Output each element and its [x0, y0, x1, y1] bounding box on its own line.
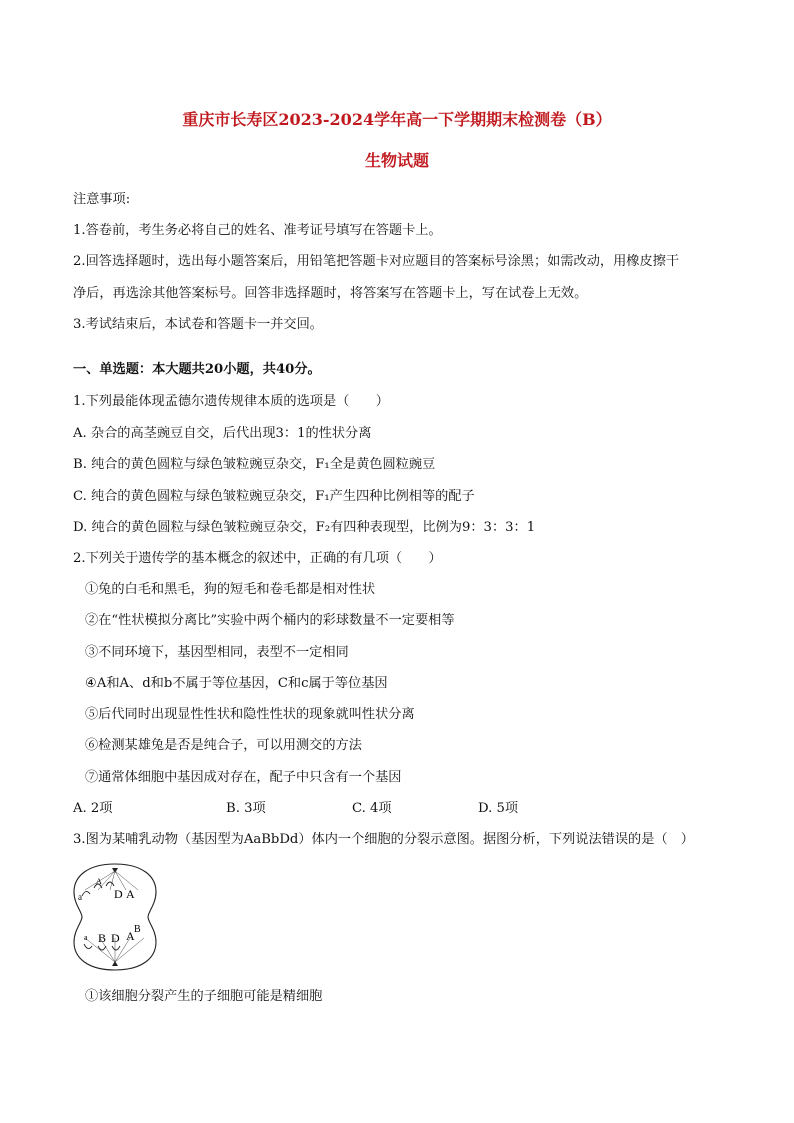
note-1: 1.答卷前，考生务必将自己的姓名、准考证号填写在答题卡上。 [73, 223, 442, 238]
cell-division-figure [70, 858, 160, 976]
gene-label: a [78, 892, 82, 902]
note-2-line-1: 2.回答选择题时，选出每小题答案后，用铅笔把答题卡对应题目的答案标号涂黑；如需改动，用橡皮擦干 [73, 254, 680, 269]
gene-label: D [114, 887, 123, 901]
gene-label: D [111, 931, 120, 945]
note-3: 3.考试结束后，本试卷和答题卡一并交回。 [73, 317, 323, 332]
gene-label: B [98, 931, 107, 945]
q2-item-7: ⑦通常体细胞中基因成对存在，配子中只含有一个基因 [85, 770, 402, 785]
notes-heading: 注意事项: [73, 192, 131, 207]
q1-option-d: D. 纯合的黄色圆粒与绿色皱粒豌豆杂交，F₂有四种表现型，比例为9：3：3：1 [73, 520, 536, 535]
chromosome [106, 882, 114, 886]
gene-label: A [126, 887, 135, 901]
chromosome [84, 944, 92, 949]
gene-label: a [84, 933, 88, 942]
q2-item-3: ③不同环境下，基因型相同，表型不一定相同 [85, 645, 349, 660]
exam-title: 重庆市长寿区2023-2024学年高一下学期期末检测卷（B） [182, 110, 612, 129]
q2-item-5: ⑤后代同时出现显性性状和隐性性状的现象就叫性状分离 [85, 707, 415, 722]
q2-option-c: C. 4项 [352, 801, 392, 816]
q1-stem: 1.下列最能体现孟德尔遗传规律本质的选项是（ ） [73, 394, 389, 409]
q2-item-1: ①兔的白毛和黑毛，狗的短毛和卷毛都是相对性状 [85, 582, 376, 597]
q1-option-b: B. 纯合的黄色圆粒与绿色皱粒豌豆杂交，F₁全是黄色圆粒豌豆 [73, 457, 436, 472]
q2-stem: 2.下列关于遗传学的基本概念的叙述中，正确的有几项（ ） [73, 551, 442, 566]
q2-item-2: ②在“性状模拟分离比”实验中两个桶内的彩球数量不一定要相等 [85, 613, 455, 628]
q3-item-1: ①该细胞分裂产生的子细胞可能是精细胞 [85, 989, 323, 1004]
exam-subtitle: 生物试题 [364, 151, 429, 170]
q2-item-4: ④A和A、d和b不属于等位基因，C和c属于等位基因 [85, 676, 388, 691]
gene-label: A [96, 877, 102, 886]
chromosome [112, 946, 120, 950]
q1-option-a: A. 杂合的高茎豌豆自交，后代出现3：1的性状分离 [73, 426, 372, 441]
q1-option-c: C. 纯合的黄色圆粒与绿色皱粒豌豆杂交，F₁产生四种比例相等的配子 [73, 489, 475, 504]
q2-option-d: D. 5项 [478, 801, 519, 816]
section-heading: 一、单选题：本大题共20小题，共40分。 [73, 362, 321, 377]
q2-option-a: A. 2项 [73, 801, 113, 816]
chromosome [82, 891, 90, 896]
gene-label: A [126, 929, 135, 943]
note-2-line-2: 净后，再选涂其他答案标号。回答非选择题时，将答案写在答题卡上，写在试卷上无效。 [73, 286, 588, 301]
q2-item-6: ⑥检测某雄兔是否是纯合子，可以用测交的方法 [85, 738, 362, 753]
bottom-centrosome-icon [112, 961, 118, 966]
gene-label: B [134, 924, 141, 935]
q2-option-b: B. 3项 [226, 801, 266, 816]
q3-stem: 3.图为某哺乳动物（基因型为AaBbDd）体内一个细胞的分裂示意图。据图分析，下列说法错误的是（ ） [73, 832, 694, 847]
